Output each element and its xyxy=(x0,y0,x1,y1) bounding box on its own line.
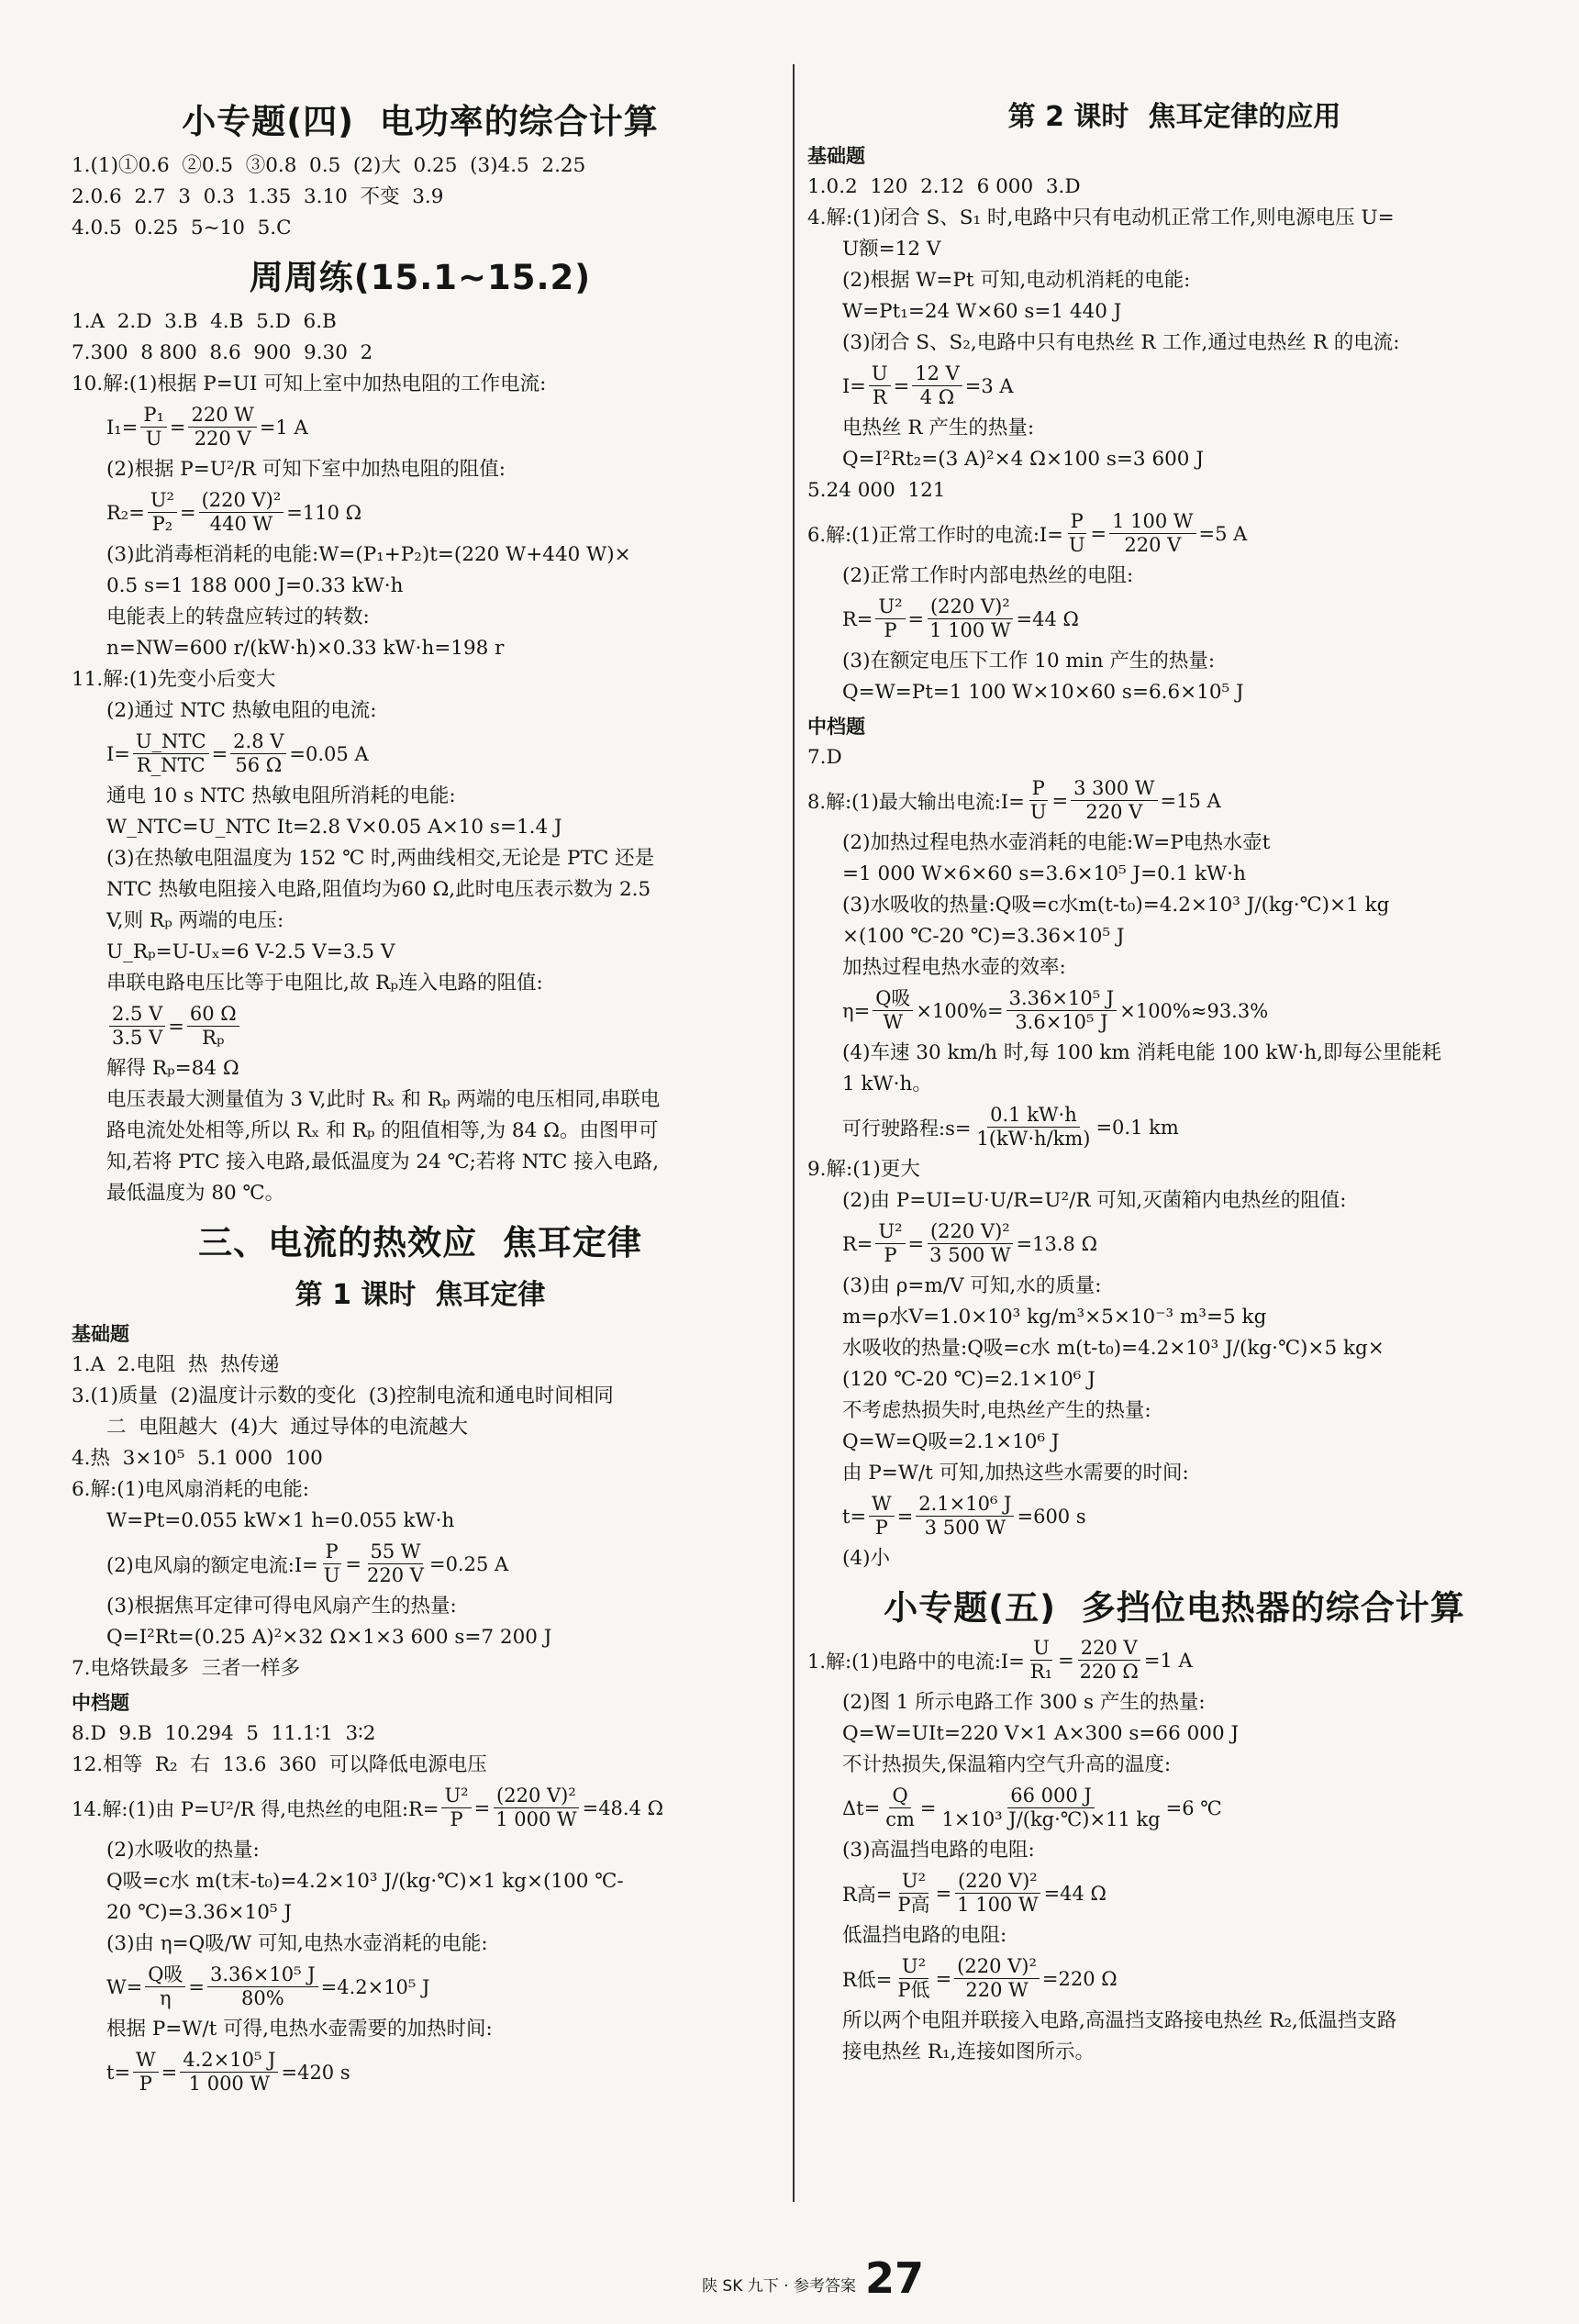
answer-line: 4.0.5 0.25 5~10 5.C xyxy=(72,217,292,239)
answer-line: 加热过程电热水壶的效率: xyxy=(842,956,1066,979)
answer-line: 0.5 s=1 188 000 J=0.33 kW·h xyxy=(106,574,404,597)
answer-line: =1 000 W×6×60 s=3.6×10⁵ J=0.1 kW·h xyxy=(842,862,1246,885)
answer-line: (3)在热敏电阻温度为 152 ℃ 时,两曲线相交,无论是 PTC 还是 xyxy=(106,847,655,870)
answer-line: 4.解:(1)闭合 S、S₁ 时,电路中只有电动机正常工作,则电源电压 U= xyxy=(807,206,1395,229)
answer-line: W_NTC=U_NTC It=2.8 V×0.05 A×10 s=1.4 J xyxy=(106,816,562,839)
answer-line: W=Pt=0.055 kW×1 h=0.055 kW·h xyxy=(106,1509,455,1532)
answer-line: (120 ℃-20 ℃)=2.1×10⁶ J xyxy=(842,1368,1095,1391)
answer-line: m=ρ水V=1.0×10³ kg/m³×5×10⁻³ m³=5 kg xyxy=(842,1306,1267,1329)
column-divider xyxy=(793,64,795,2202)
equation: R低= $\frac{\text{U²}}{\text{P低}}$ = $\frac{\text{(220 V)²}}{220 W}$ =220 Ω xyxy=(842,1955,1118,2001)
section-title: 小专题(五) 多挡位电热器的综合计算 xyxy=(884,1588,1465,1628)
answer-line: (3)高温挡电路的电阻: xyxy=(842,1839,1035,1862)
equation: t= $\frac{W}{P}$ = $\frac{\text{2.1×10⁶ J}}{3 500 W}$ =600 s xyxy=(842,1493,1086,1539)
answer-line: 通电 10 s NTC 热敏电阻所消耗的电能: xyxy=(106,784,456,807)
equation: η= $\frac{\text{Q吸}}{W}$ ×100%= $\frac{\text{3.36×10⁵ J}}{\text{3.6×10⁵ J}}$ ×100%≈93.3% xyxy=(842,987,1269,1033)
equation: R高= $\frac{\text{U²}}{\text{P高}}$ = $\frac{\text{(220 V)²}}{1 100 W}$ =44 Ω xyxy=(842,1870,1106,1916)
answer-line: (2)水吸收的热量: xyxy=(106,1839,260,1862)
answer-line: (4)小 xyxy=(842,1547,890,1570)
answer-line: n=NW=600 r/(kW·h)×0.33 kW·h=198 r xyxy=(106,637,505,660)
answer-line: 电压表最大测量值为 3 V,此时 Rₓ 和 Rₚ 两端的电压相同,串联电 xyxy=(106,1088,661,1111)
answer-line: 3.(1)质量 (2)温度计示数的变化 (3)控制电流和通电时间相同 xyxy=(72,1384,614,1407)
answer-line: (4)车速 30 km/h 时,每 100 km 消耗电能 100 kW·h,即每公里能耗 xyxy=(842,1041,1441,1064)
answer-line: 最低温度为 80 ℃。 xyxy=(106,1182,285,1205)
page-footer xyxy=(702,2253,924,2303)
answer-line: 2.0.6 2.7 3 0.3 1.35 3.10 不变 3.9 xyxy=(72,185,444,208)
answer-line: Q=W=UIt=220 V×1 A×300 s=66 000 J xyxy=(842,1722,1240,1745)
answer-line: 低温挡电路的电阻: xyxy=(842,1924,1007,1947)
section-title: 三、电流的热效应 焦耳定律 xyxy=(198,1223,642,1262)
equation: Δt= $\frac{Q}{cm}$ = $\frac{66 000 J}{\text{1×10³ J/(kg·℃)×11 kg}}$ =6 ℃ xyxy=(842,1785,1222,1830)
answer-line: U额=12 V xyxy=(842,238,941,261)
answer-line: 1.(1)①0.6 ②0.5 ③0.8 0.5 (2)大 0.25 (3)4.5 2.25 xyxy=(72,154,586,177)
answer-line: 解得 Rₚ=84 Ω xyxy=(106,1057,239,1080)
answer-line: 1 kW·h。 xyxy=(842,1073,932,1095)
answer-line: 不考虑热损失时,电热丝产生的热量: xyxy=(842,1399,1151,1422)
answer-line: 6.解:(1)电风扇消耗的电能: xyxy=(72,1478,309,1501)
answer-line: V,则 Rₚ 两端的电压: xyxy=(106,909,284,932)
answer-line: U_Rₚ=U-Uₓ=6 V-2.5 V=3.5 V xyxy=(106,940,395,963)
equation: 14.解:(1)由 P=U²/R 得,电热丝的电阻:R= $\frac{\text{U²}}{P}$ = $\frac{\text{(220 V)²}}{1 000 W}$ =48.4 Ω xyxy=(72,1785,664,1830)
subsection-label: 中档题 xyxy=(807,716,865,738)
answer-line: NTC 热敏电阻接入电路,阻值均为60 Ω,此时电压表示数为 2.5 xyxy=(106,878,651,901)
section-title: 周周练(15.1~15.2) xyxy=(249,258,592,297)
subsection-label: 基础题 xyxy=(72,1323,129,1345)
answer-line: 由 P=W/t 可知,加热这些水需要的时间: xyxy=(842,1462,1189,1484)
equation: 6.解:(1)正常工作时的电流:I= $\frac{P}{U}$ = $\frac{1 100 W}{220 V}$ =5 A xyxy=(807,510,1248,556)
answer-line: Q=I²Rt=(0.25 A)²×32 Ω×1×3 600 s=7 200 J xyxy=(106,1626,552,1649)
answer-line: 水吸收的热量:Q吸=c水 m(t-t₀)=4.2×10³ J/(kg·℃)×5 kg× xyxy=(842,1337,1384,1360)
answer-line: (3)闭合 S、S₂,电路中只有电热丝 R 工作,通过电热丝 R 的电流: xyxy=(842,331,1400,354)
lesson-title: 第 2 课时 焦耳定律的应用 xyxy=(1007,101,1341,133)
answer-line: 1.A 2.D 3.B 4.B 5.D 6.B xyxy=(72,310,337,333)
equation: (2)电风扇的额定电流:I= $\frac{P}{U}$ = $\frac{55 W}{220 V}$ =0.25 A xyxy=(106,1540,509,1586)
section-title: 小专题(四) 电功率的综合计算 xyxy=(182,102,659,141)
subsection-label: 中档题 xyxy=(72,1692,129,1714)
equation: W= $\frac{\text{Q吸}}{\eta}$ = $\frac{\text{3.36×10⁵ J}}{80\%}$ =4.2×10⁵ J xyxy=(106,1963,430,2009)
answer-line: 7.D xyxy=(807,746,842,769)
lesson-title: 第 1 课时 焦耳定律 xyxy=(295,1279,546,1311)
answer-line: 11.解:(1)先变小后变大 xyxy=(72,668,276,691)
equation: 可行驶路程:s= $\frac{0.1 kW\cdot h}{1(kW\cdot h/km)}$ =0.1 km xyxy=(842,1104,1179,1150)
answer-line: 1.0.2 120 2.12 6 000 3.D xyxy=(807,175,1081,198)
answer-line: Q=W=Pt=1 100 W×10×60 s=6.6×10⁵ J xyxy=(842,681,1244,704)
footer-text: 陕 SK 九下 · 参考答案 xyxy=(702,2277,856,2296)
equation: 8.解:(1)最大输出电流:I= $\frac{P}{U}$ = $\frac{3 300 W}{220 V}$ =15 A xyxy=(807,777,1221,823)
answer-line: 10.解:(1)根据 P=UI 可知上室中加热电阻的工作电流: xyxy=(72,373,547,395)
right-column xyxy=(807,88,1541,2068)
equation: $\frac{2.5 V}{3.5 V}$ = $\frac{60 \Omega}{\text{Rₚ}}$ xyxy=(72,1003,769,1050)
answer-line: 路电流处处相等,所以 Rₓ 和 Rₚ 的阻值相等,为 84 Ω。由图甲可 xyxy=(106,1119,659,1142)
answer-line: 7.300 8 800 8.6 900 9.30 2 xyxy=(72,341,373,364)
answer-line: 知,若将 PTC 接入电路,最低温度为 24 ℃;若将 NTC 接入电路, xyxy=(106,1151,660,1173)
equation: 1.解:(1)电路中的电流:I= $\frac{U}{\text{R₁}}$ = $\frac{220 V}{220 \Omega}$ =1 A xyxy=(807,1637,1193,1683)
equation: t= $\frac{W}{P}$ = $\frac{\text{4.2×10⁵ J}}{1 000 W}$ =420 s xyxy=(106,2049,350,2095)
equation: I= $\frac{\text{U\_NTC}}{\text{R\_NTC}}$ = $\frac{2.8 V}{56 \Omega}$ =0.05 A xyxy=(106,730,369,776)
answer-line: 串联电路电压比等于电阻比,故 Rₚ连入电路的阻值: xyxy=(106,972,543,995)
answer-line: 8.D 9.B 10.294 5 11.1∶1 3∶2 xyxy=(72,1722,376,1745)
answer-line: 4.热 3×10⁵ 5.1 000 100 xyxy=(72,1447,323,1470)
answer-line: (2)由 P=UI=U·U/R=U²/R 可知,灭菌箱内电热丝的阻值: xyxy=(842,1189,1347,1212)
answer-line: 9.解:(1)更大 xyxy=(807,1158,920,1181)
subsection-label: 基础题 xyxy=(807,145,865,167)
page-number: 27 xyxy=(864,2253,924,2303)
answer-line: (2)图 1 所示电路工作 300 s 产生的热量: xyxy=(842,1691,1206,1714)
equation: I₁= $\frac{\text{P₁}}{U}$ = $\frac{220 W}{220 V}$ =1 A xyxy=(106,404,308,450)
answer-line: 12.相等 R₂ 右 13.6 360 可以降低电源电压 xyxy=(72,1753,487,1776)
equation: R= $\frac{\text{U²}}{P}$ = $\frac{\text{(220 V)²}}{1 100 W}$ =44 Ω xyxy=(842,595,1079,641)
equation: I= $\frac{U}{R}$ = $\frac{12 V}{4 \Omega}$ =3 A xyxy=(842,362,1014,408)
answer-line: 1.A 2.电阻 热 热传递 xyxy=(72,1353,280,1376)
answer-line: (2)根据 P=U²/R 可知下室中加热电阻的阻值: xyxy=(106,458,506,481)
answer-line: 接电热丝 R₁,连接如图所示。 xyxy=(842,2040,1095,2063)
answer-line: 20 ℃)=3.36×10⁵ J xyxy=(106,1901,292,1924)
answer-line: 7.电烙铁最多 三者一样多 xyxy=(72,1657,301,1680)
left-column xyxy=(72,88,769,2099)
answer-line: (3)水吸收的热量:Q吸=c水m(t-t₀)=4.2×10³ J/(kg·℃)×1 kg xyxy=(842,894,1390,917)
answer-line: (2)通过 NTC 热敏电阻的电流: xyxy=(106,699,377,722)
answer-line: W=Pt₁=24 W×60 s=1 440 J xyxy=(842,300,1122,323)
answer-line: 所以两个电阻并联接入电路,高温挡支路接电热丝 R₂,低温挡支路 xyxy=(842,2009,1397,2032)
answer-line: (3)由 ρ=m/V 可知,水的质量: xyxy=(842,1274,1102,1297)
answer-line: Q吸=c水 m(t末-t₀)=4.2×10³ J/(kg·℃)×1 kg×(100 ℃- xyxy=(106,1870,624,1893)
answer-line: (2)加热过程电热水壶消耗的电能:W=P电热水壶t xyxy=(842,831,1271,854)
answer-line: 根据 P=W/t 可得,电热水壶需要的加热时间: xyxy=(106,2018,493,2040)
answer-line: ×(100 ℃-20 ℃)=3.36×10⁵ J xyxy=(842,925,1125,948)
equation: R₂= $\frac{\text{U²}}{\text{P₂}}$ = $\frac{\text{(220 V)²}}{440 W}$ =110 Ω xyxy=(106,489,362,535)
answer-line: (3)在额定电压下工作 10 min 产生的热量: xyxy=(842,650,1216,673)
answer-line: 电能表上的转盘应转过的转数: xyxy=(106,606,370,628)
answer-line: (3)根据焦耳定律可得电风扇产生的热量: xyxy=(106,1595,457,1618)
answer-line: Q=I²Rt₂=(3 A)²×4 Ω×100 s=3 600 J xyxy=(842,448,1204,471)
answer-line: (3)由 η=Q吸/W 可知,电热水壶消耗的电能: xyxy=(106,1932,488,1955)
answer-line: 不计热损失,保温箱内空气升高的温度: xyxy=(842,1753,1172,1776)
answer-line: 二 电阻越大 (4)大 通过导体的电流越大 xyxy=(106,1416,468,1439)
answer-line: (3)此消毒柜消耗的电能:W=(P₁+P₂)t=(220 W+440 W)× xyxy=(106,543,631,566)
answer-line: 电热丝 R 产生的热量: xyxy=(842,417,1035,439)
answer-line: 5.24 000 121 xyxy=(807,479,946,502)
answer-line: (2)正常工作时内部电热丝的电阻: xyxy=(842,564,1134,587)
answer-line: Q=W=Q吸=2.1×10⁶ J xyxy=(842,1430,1060,1453)
answer-line: (2)根据 W=Pt 可知,电动机消耗的电能: xyxy=(842,269,1191,292)
equation: R= $\frac{\text{U²}}{P}$ = $\frac{\text{(220 V)²}}{3 500 W}$ =13.8 Ω xyxy=(842,1220,1097,1266)
